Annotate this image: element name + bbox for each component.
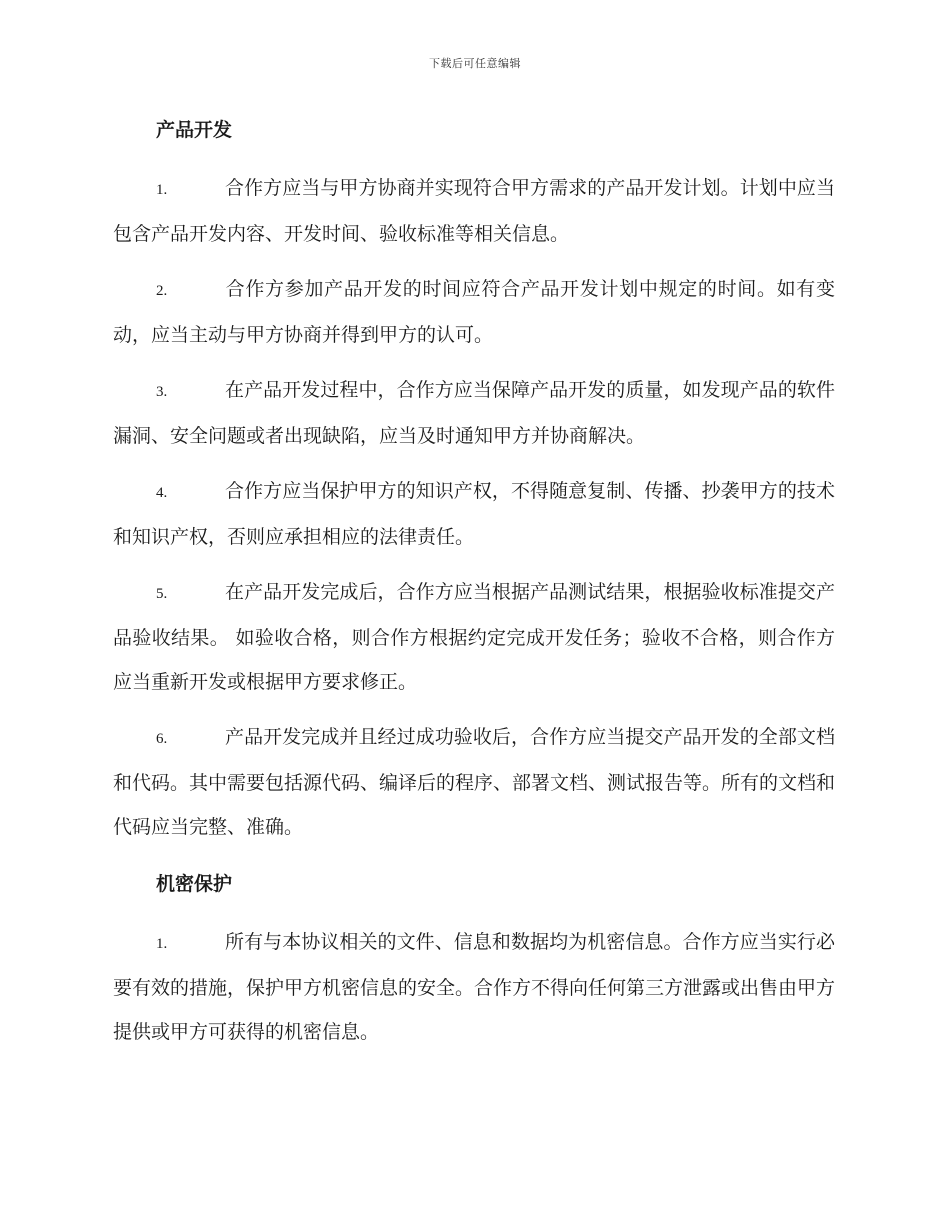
clause-number: 1. [156, 182, 168, 198]
page-header: 下载后可任意编辑 [429, 57, 521, 70]
clause-item [113, 368, 835, 458]
clause-number: 6. [156, 731, 168, 747]
section-title-confidentiality: 机密保护 [156, 873, 233, 895]
clause-number: 5. [156, 586, 168, 602]
clause-number: 4. [156, 485, 168, 501]
clause-text: 在产品开发过程中，合作方应当保障产品开发的质量，如发现产品的软件漏洞、安全问题或者出现缺陷，应当及时通知甲方并协商解决。 [113, 379, 835, 447]
clause-text: 合作方应当保护甲方的知识产权，不得随意复制、传播、抄袭甲方的技术和知识产权，否则应承担相应的法律责任。 [113, 480, 835, 548]
clause-text: 产品开发完成并且经过成功验收后，合作方应当提交产品开发的全部文档和代码。其中需要包括源代码、编译后的程序、部署文档、测试报告等。所有的文档和代码应当完整、准确。 [113, 726, 836, 838]
clause-item [113, 715, 835, 849]
document-body [113, 112, 835, 1054]
clause-text: 在产品开发完成后，合作方应当根据产品测试结果，根据验收标准提交产品验收结果。 如验收合格，则合作方根据约定完成开发任务；验收不合格，则合作方应当重新开发或根据甲方要求修正。 [113, 581, 835, 693]
clause-text: 所有与本协议相关的文件、信息和数据均为机密信息。合作方应当实行必要有效的措施，保护甲方机密信息的安全。合作方不得向任何第三方泄露或出售由甲方提供或甲方可获得的机密信息。 [113, 931, 836, 1043]
clause-item [113, 570, 835, 704]
clause-number: 3. [156, 384, 168, 400]
clause-text: 合作方参加产品开发的时间应符合产品开发计划中规定的时间。如有变动，应当主动与甲方协商并得到甲方的认可。 [113, 278, 835, 346]
clause-item [113, 469, 835, 559]
clause-item [113, 166, 835, 256]
clause-number: 2. [156, 283, 168, 299]
clause-text: 合作方应当与甲方协商并实现符合甲方需求的产品开发计划。计划中应当包含产品开发内容、开发时间、验收标准等相关信息。 [113, 177, 835, 245]
clause-item [113, 267, 835, 357]
clause-number: 1. [156, 936, 168, 952]
clause-item [113, 920, 835, 1054]
section-title-product-development: 产品开发 [156, 119, 233, 141]
